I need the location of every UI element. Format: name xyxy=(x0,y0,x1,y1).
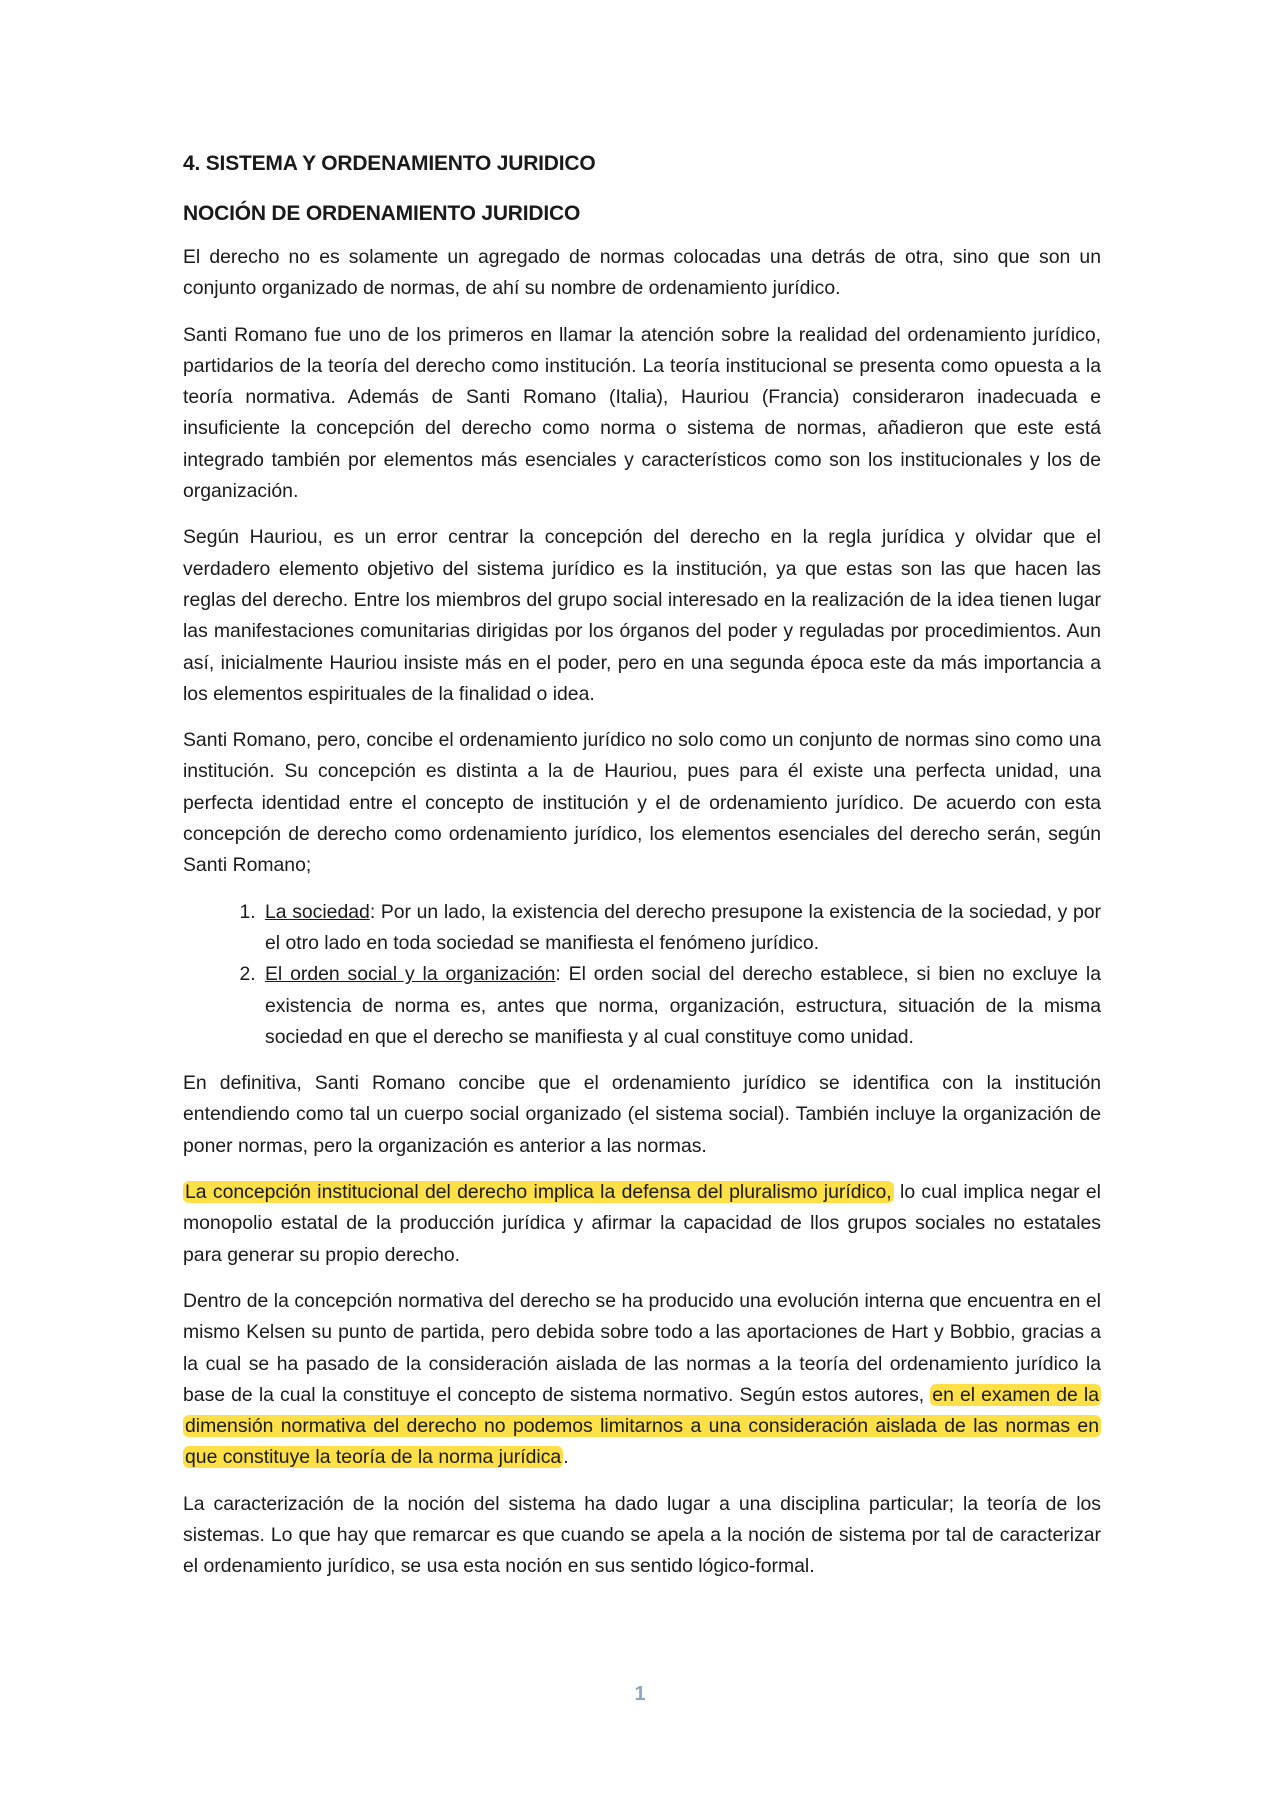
paragraph-6 xyxy=(183,1177,1101,1271)
paragraph-5: En definitiva, Santi Romano concibe que el ordenamiento jurídico se identifica con la institución entendiendo como tal un cuerpo social organizado (el sistema social). También incluye la organización de poner normas, pero la organización es anterior a las normas. xyxy=(183,1072,1101,1157)
paragraph-2: Santi Romano fue uno de los primeros en llamar la atención sobre la realidad del ordenamiento jurídico, partidarios de la teoría del derecho como institución. La teoría institucional se presenta como opuesta a la teoría normativa. Además de Santi Romano (Italia), Hauriou (Francia) consideraron inadecuada e insuficiente la concepción del derecho como norma o sistema de normas, añadieron que este está integrado también por elementos más esenciales y característicos como son los institucionales y los de organización. xyxy=(183,323,1101,503)
page-number: 1 xyxy=(634,1683,646,1705)
highlighted-text: en el examen de la dimensión normativa del derecho no podemos limitarnos a una consideración aislada de las normas en que constituye la teoría de la norma jurídica xyxy=(185,1383,1099,1469)
list-item-term: El orden social y la organización xyxy=(265,963,556,986)
list-item-text: : Por un lado, la existencia del derecho presupone la existencia de la sociedad, y por el otro lado en toda sociedad se manifiesta el fenómeno jurídico. xyxy=(265,900,1102,954)
highlighted-text: La concepción institucional del derecho implica la defensa del pluralismo jurídico, xyxy=(185,1181,892,1204)
document-page xyxy=(183,150,1101,1598)
paragraph-4: Santi Romano, pero, concibe el ordenamiento jurídico no solo como un conjunto de normas sino como una institución. Su concepción es distinta a la de Hauriou, pues para él existe una perfecta unidad, una perfecta identidad entre el concepto de institución y el de ordenamiento jurídico. De acuerdo con esta concepción de derecho como ordenamiento jurídico, los elementos esenciales del derecho serán, según Santi Romano; xyxy=(183,729,1101,877)
paragraph-7 xyxy=(183,1286,1101,1474)
paragraph-1: El derecho no es solamente un agregado de normas colocadas una detrás de otra, sino que son un conjunto organizado de normas, de ahí su nombre de ordenamiento jurídico. xyxy=(183,246,1101,300)
paragraph-8: La caracterización de la noción del sistema ha dado lugar a una disciplina particular; la teoría de los sistemas. Lo que hay que remarcar es que cuando se apela a la noción de sistema por tal de caracterizar el ordenamiento jurídico, se usa esta noción en sus sentido lógico-formal. xyxy=(183,1492,1101,1578)
essential-elements-list xyxy=(183,897,1101,1053)
list-item-text: : El orden social del derecho establece, si bien no excluye la existencia de norma es, antes que norma, organización, estructura, situación de la misma sociedad en que el derecho se manifiesta y al cual constituye como unidad. xyxy=(265,963,1101,1048)
paragraph-7-after: . xyxy=(563,1446,569,1469)
section-title: 4. SISTEMA Y ORDENAMIENTO JURIDICO xyxy=(183,152,596,175)
paragraph-3: Según Hauriou, es un error centrar la concepción del derecho en la regla jurídica y olvidar que el verdadero elemento objetivo del sistema jurídico es la institución, ya que estas son las que hacen las reglas del derecho. Entre los miembros del grupo social interesado en la realización de la idea tienen lugar las manifestaciones comunitarias dirigidas por los órganos del poder y reguladas por procedimientos. Aun así, inicialmente Hauriou insiste más en el poder, pero en una segunda época este da más importancia a los elementos espirituales de la finalidad o idea. xyxy=(183,526,1101,705)
paragraph-7-before: Dentro de la concepción normativa del derecho se ha producido una evolución interna que encuentra en el mismo Kelsen su punto de partida, pero debida sobre todo a las aportaciones de Hart y Bobbio, gracias a la cual se ha pasado de la consideración aislada de las normas a la teoría del ordenamiento jurídico la base de la cual la constituye el concepto de sistema normativo. Según estos autores, xyxy=(183,1289,1101,1406)
paragraph-6-rest: lo cual implica negar el monopolio estatal de la producción jurídica y afirmar la capacidad de llos grupos sociales no estatales para generar su propio derecho. xyxy=(183,1181,1101,1266)
list-item-term: La sociedad xyxy=(265,900,370,923)
list-item xyxy=(261,897,1101,960)
list-item xyxy=(261,959,1101,1053)
subsection-title: NOCIÓN DE ORDENAMIENTO JURIDICO xyxy=(183,202,581,225)
